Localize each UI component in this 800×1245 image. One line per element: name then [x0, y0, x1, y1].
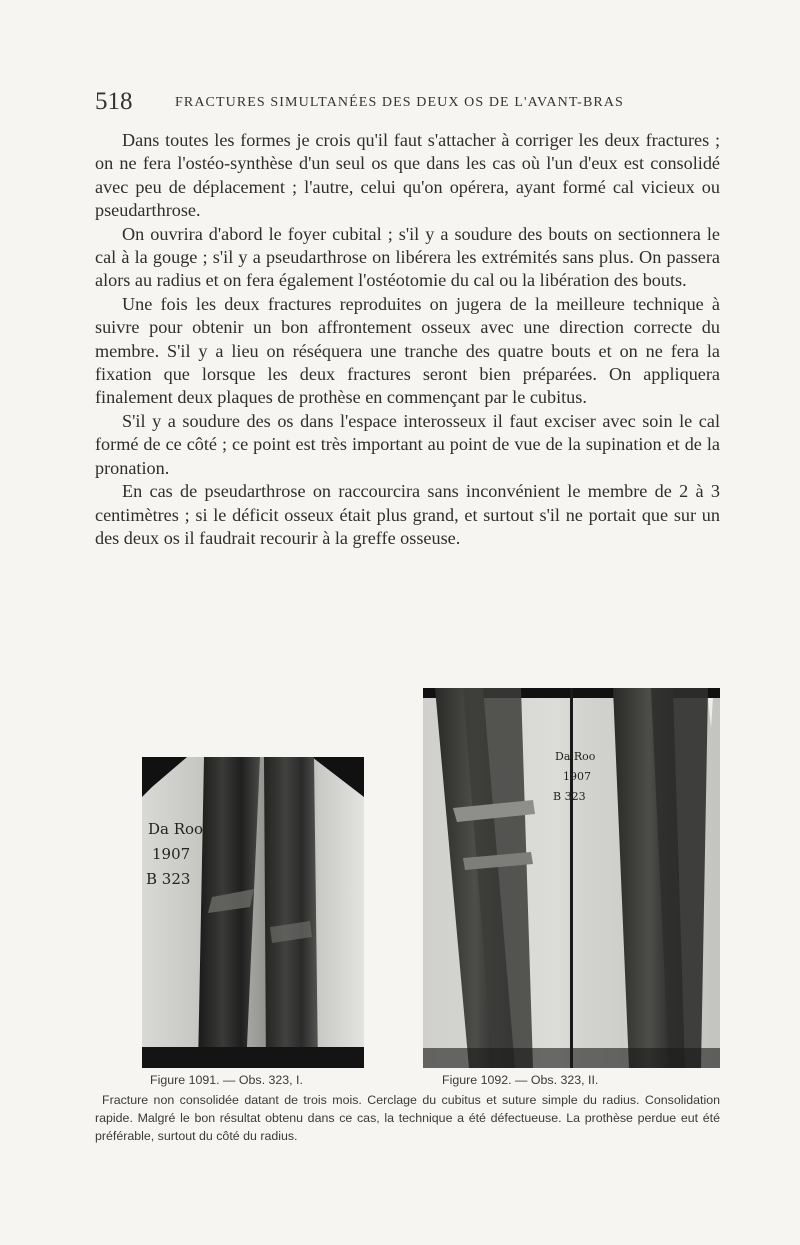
annotation-line: Da Roo [555, 750, 596, 763]
paragraph: En cas de pseudarthrose on raccourcira sans inconvénient le membre de 2 à 3 centimètres ; si le déficit osseux était plus grand, et surtout s'il ne portait que sur un des deux os il faudrait recourir à la greffe osseuse. [95, 481, 720, 548]
annotation-line: B 323 [553, 790, 586, 803]
xray-image [423, 688, 720, 1068]
paragraph: S'il y a soudure des os dans l'espace interosseux il faut exciser avec soin le cal formé de ce côté ; ce point est très important au point de vue de la supination et de la pronation. [95, 410, 720, 478]
annotation-line: Da Roo [148, 820, 204, 838]
running-title: FRACTURES SIMULTANÉES DES DEUX OS DE L'AVANT-BRAS [175, 95, 624, 110]
caption-text: Fracture non consolidée datant de trois mois. Cerclage du cubitus et suture simple du radius. Consolidation rapide. Malgré le bon résultat obtenu dans ce cas, la technique a été défectueuse. La prothèse perdue eut été préférable, surtout du côté du radius. [95, 1093, 720, 1143]
xray-figure-1091 [142, 757, 364, 1068]
paragraph: On ouvrira d'abord le foyer cubital ; s'il y a soudure des bouts on sectionnera le cal à la gouge ; s'il y a pseudarthrose on libérera les extrémités sans plus. On passera alors au radius et on fera également l'ostéotomie du cal ou la libération des bouts. [95, 223, 720, 291]
page-header [95, 88, 715, 118]
figure-label-1092: Figure 1092. — Obs. 323, II. [442, 1073, 599, 1087]
annotation-line: B 323 [146, 870, 191, 888]
annotation-line: 1907 [563, 770, 591, 783]
figure-label-1091: Figure 1091. — Obs. 323, I. [150, 1073, 303, 1087]
figure-caption [95, 1091, 720, 1145]
annotation-line: 1907 [152, 845, 191, 863]
page-number: 518 [95, 88, 133, 115]
xray-figure-1092 [423, 688, 720, 1068]
body-text [95, 129, 720, 550]
xray-image [142, 757, 364, 1068]
paragraph: Dans toutes les formes je crois qu'il faut s'attacher à corriger les deux fractures ; on ne fera l'ostéo-synthèse d'un seul os que dans les cas où l'un d'eux est consolidé avec peu de déplacement ; l'autre, celui qu'on opérera, ayant formé cal vicieux ou pseudarthrose. [95, 130, 720, 221]
paragraph: Une fois les deux fractures reproduites on jugera de la meilleure technique à suivre pour obtenir un bon affrontement osseux avec une direction correcte du membre. S'il y a lieu on réséquera une tranche des quatre bouts et on ne fera la fixation que lorsque les deux fractures seront bien préparées. On appliquera finalement deux plaques de prothèse en commençant par le cubitus. [95, 293, 720, 408]
